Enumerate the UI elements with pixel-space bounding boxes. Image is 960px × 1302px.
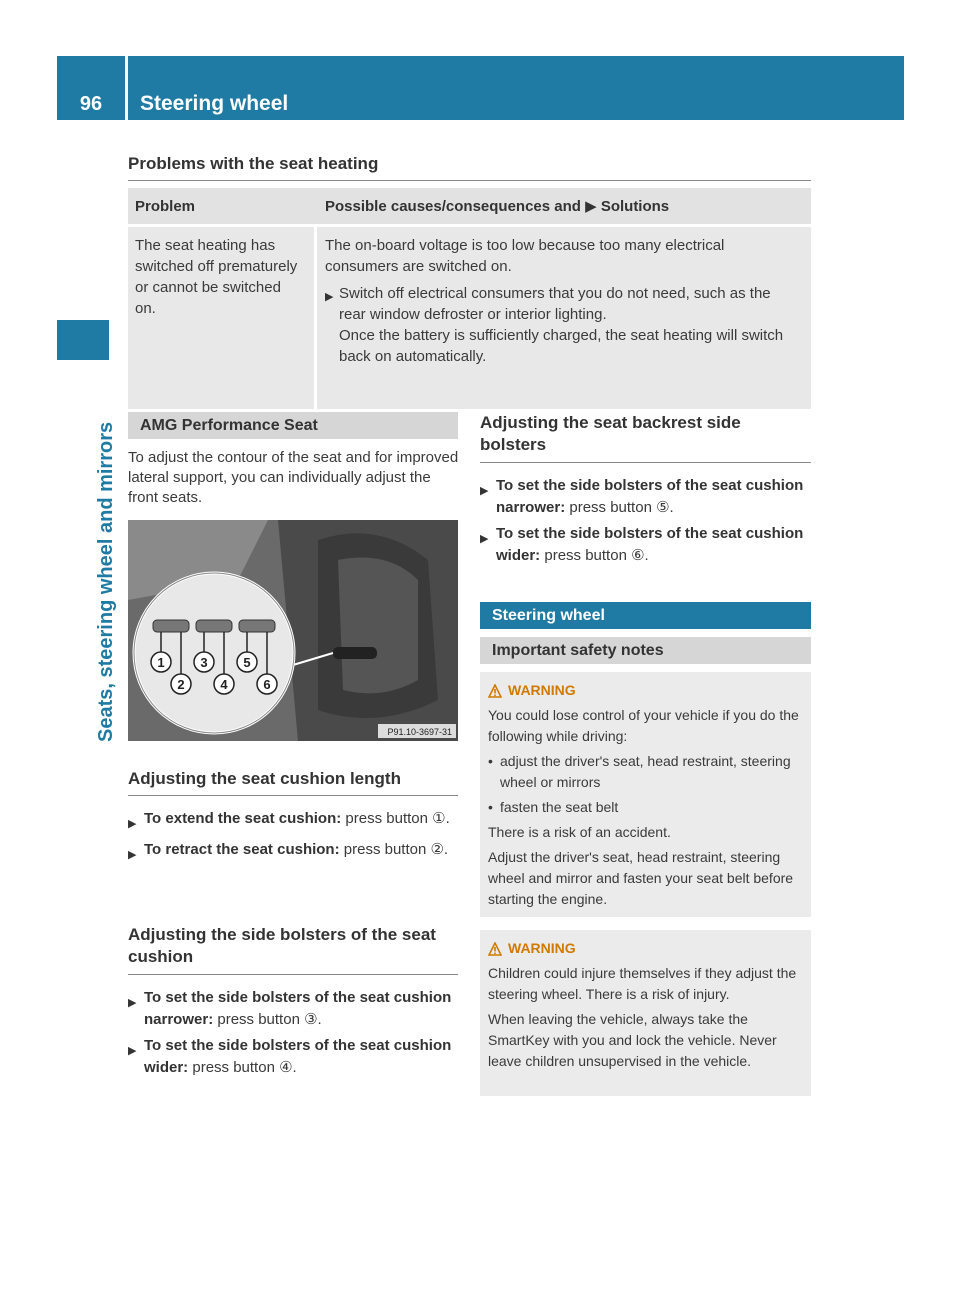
list-item: • fasten the seat belt	[488, 799, 619, 815]
warning-box	[480, 672, 811, 917]
warning-triangle-icon	[488, 942, 502, 956]
list-item: ▶ To set the side bolsters of the seat cushion narrower: press button ③.	[128, 987, 458, 1031]
cushion-bolsters-section	[128, 924, 458, 1079]
callout-5	[237, 652, 257, 672]
warning-box	[480, 930, 811, 1096]
amg-intro: To adjust the contour of the seat and for improved lateral support, you can individually adjust the front seats.	[128, 449, 459, 506]
step-arrow-icon: ▶	[128, 849, 137, 861]
page-number: 96	[79, 93, 103, 115]
step-arrow-icon: ▶	[480, 485, 489, 497]
problem-cell: The seat heating has switched off prematurely or cannot be switched on.	[135, 237, 298, 317]
list-item: ▶ To set the side bolsters of the seat cushion narrower: press button ⑤.	[480, 475, 811, 519]
photo-code: P91.10-3697-31	[387, 727, 452, 737]
step-arrow-icon: ▶	[480, 533, 489, 545]
warning-text: When leaving the vehicle, always take the SmartKey with you and lock the vehicle. Never leave children unsupervised in the vehicle.	[488, 1011, 777, 1069]
svg-text:5: 5	[243, 655, 251, 670]
cushion-length-section	[128, 769, 458, 866]
divider	[128, 795, 458, 796]
svg-text:1: 1	[157, 655, 165, 670]
warning-risk: There is a risk of an accident.	[488, 824, 671, 840]
svg-text:2: 2	[177, 677, 185, 692]
callout-6	[257, 674, 277, 694]
safety-notes-bar: Important safety notes	[480, 637, 811, 664]
side-tab-marker	[57, 320, 109, 360]
step-note: Once the battery is sufficiently charged, the seat heating will switch back on automatically.	[339, 327, 784, 365]
warning-header	[488, 680, 803, 701]
warning-intro: You could lose control of your vehicle if you do the following while driving:	[488, 707, 799, 744]
warning-label: WARNING	[508, 682, 576, 698]
divider	[128, 974, 458, 975]
backrest-bolsters-section	[480, 412, 811, 567]
list-item: ▶ To set the side bolsters of the seat cushion wider: press button ④.	[128, 1035, 458, 1079]
callout-3	[194, 652, 214, 672]
seat-illustration	[128, 520, 458, 741]
header-separator	[125, 56, 128, 120]
step-arrow-icon: ▶	[325, 291, 334, 303]
steering-wheel-bar: Steering wheel	[480, 602, 811, 629]
backrest-bolsters-heading: Adjusting the seat backrest side bolsters	[480, 413, 741, 454]
header-title: Steering wheel	[140, 92, 289, 115]
solution-cell	[314, 227, 811, 409]
list-item: ▶ To set the side bolsters of the seat cushion wider: press button ⑥.	[480, 523, 811, 567]
list-item: ▶ To extend the seat cushion: press button ①.	[128, 808, 458, 835]
problems-table	[128, 188, 811, 409]
list-item: • adjust the driver's seat, head restraint, steering wheel or mirrors	[488, 753, 791, 790]
table-header-row	[128, 188, 811, 224]
step-arrow-icon: ▶	[128, 818, 137, 830]
list-item: ▶ To retract the seat cushion: press button ②.	[128, 839, 458, 866]
warning-advice: Adjust the driver's seat, head restraint, steering wheel and mirror and fasten your seat belt before starting the engine.	[488, 849, 794, 907]
col-problem: Problem	[135, 197, 196, 215]
callout-4	[214, 674, 234, 694]
step-arrow-icon: ▶	[128, 997, 137, 1009]
svg-text:6: 6	[263, 677, 271, 692]
warning-label: WARNING	[508, 940, 576, 956]
svg-text:4: 4	[220, 677, 228, 692]
side-tab-label: Seats, steering wheel and mirrors	[95, 421, 117, 742]
warning-header	[488, 938, 803, 959]
amg-section-bar: AMG Performance Seat	[128, 412, 458, 439]
side-tab	[57, 370, 117, 750]
problems-section	[128, 154, 811, 181]
warning-triangle-icon	[488, 684, 502, 698]
warning-text: Children could injure themselves if they adjust the steering wheel. There is a risk of injury.	[488, 965, 797, 1002]
step-text: Switch off electrical consumers that you do not need, such as the rear window defroster or interior lighting.	[339, 285, 771, 323]
table-row	[128, 227, 811, 409]
col-solutions: Possible causes/consequences and ▶ Solutions	[314, 197, 811, 215]
seat-photo	[128, 520, 458, 741]
solution-step	[325, 283, 801, 367]
divider	[480, 462, 811, 463]
problems-heading: Problems with the seat heating	[128, 154, 379, 173]
step-arrow-icon: ▶	[128, 1045, 137, 1057]
cushion-length-heading: Adjusting the seat cushion length	[128, 769, 401, 788]
divider	[128, 180, 811, 181]
callout-1	[151, 652, 171, 672]
cause-text: The on-board voltage is too low because too many electrical consumers are switched on.	[325, 237, 725, 275]
callout-2	[171, 674, 191, 694]
svg-text:3: 3	[200, 655, 208, 670]
cushion-bolsters-heading: Adjusting the side bolsters of the seat cushion	[128, 925, 436, 966]
